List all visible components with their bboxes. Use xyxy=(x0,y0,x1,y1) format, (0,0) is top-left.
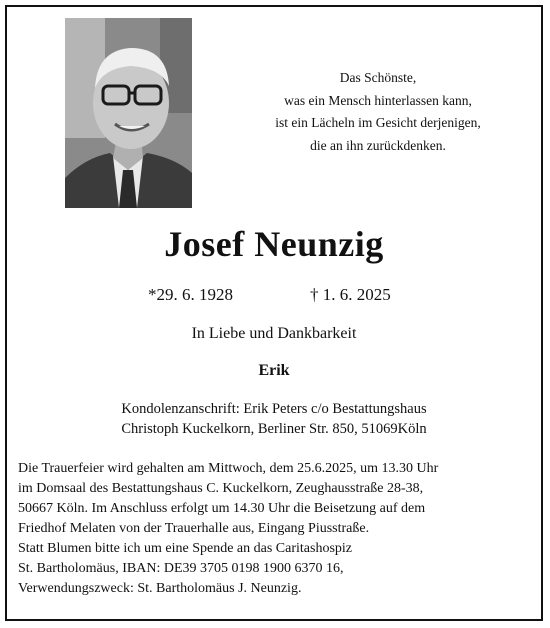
condolence-line: Kondolenzanschrift: Erik Peters c/o Bestattungshaus xyxy=(121,401,427,417)
mourner-name: Erik xyxy=(258,362,290,379)
condolence-line: Christoph Kuckelkorn, Berliner Str. 850, 51069Köln xyxy=(121,421,427,437)
portrait-photo xyxy=(65,18,192,208)
dedication-line: In Liebe und Dankbarkeit xyxy=(191,325,357,342)
details-line: Friedhof Melaten von der Trauerhalle aus, Eingang Piusstraße. xyxy=(18,521,370,536)
details-line: Statt Blumen bitte ich um eine Spende an das Caritashospiz xyxy=(18,541,352,556)
details-line: Verwendungszweck: St. Bartholomäus J. Neunzig. xyxy=(18,581,302,596)
portrait-image xyxy=(65,18,192,208)
quote-line: ist ein Lächeln im Gesicht derjenigen, xyxy=(275,115,481,130)
details-line: St. Bartholomäus, IBAN: DE39 3705 0198 1900 6370 16, xyxy=(18,561,344,576)
birth-date: *29. 6. 1928 xyxy=(148,285,233,304)
obituary-card xyxy=(5,5,543,621)
details-line: 50667 Köln. Im Anschluss erfolgt um 14.30 Uhr die Beisetzung auf dem xyxy=(18,501,426,516)
details-line: im Domsaal des Bestattungshaus C. Kuckelkorn, Zeughausstraße 28-38, xyxy=(18,481,424,496)
quote-line: Das Schönste, xyxy=(339,70,417,85)
quote-line: die an ihn zurückdenken. xyxy=(310,137,446,153)
funeral-details xyxy=(18,459,532,599)
quote-line: was ein Mensch hinterlassen kann, xyxy=(284,92,472,108)
deceased-name: Josef Neunzig xyxy=(164,224,384,264)
condolence-address xyxy=(7,399,541,439)
details-line: Die Trauerfeier wird gehalten am Mittwoch, dem 25.6.2025, um 13.30 Uhr xyxy=(18,461,439,476)
death-date: † 1. 6. 2025 xyxy=(310,285,391,304)
memorial-quote xyxy=(247,67,509,157)
